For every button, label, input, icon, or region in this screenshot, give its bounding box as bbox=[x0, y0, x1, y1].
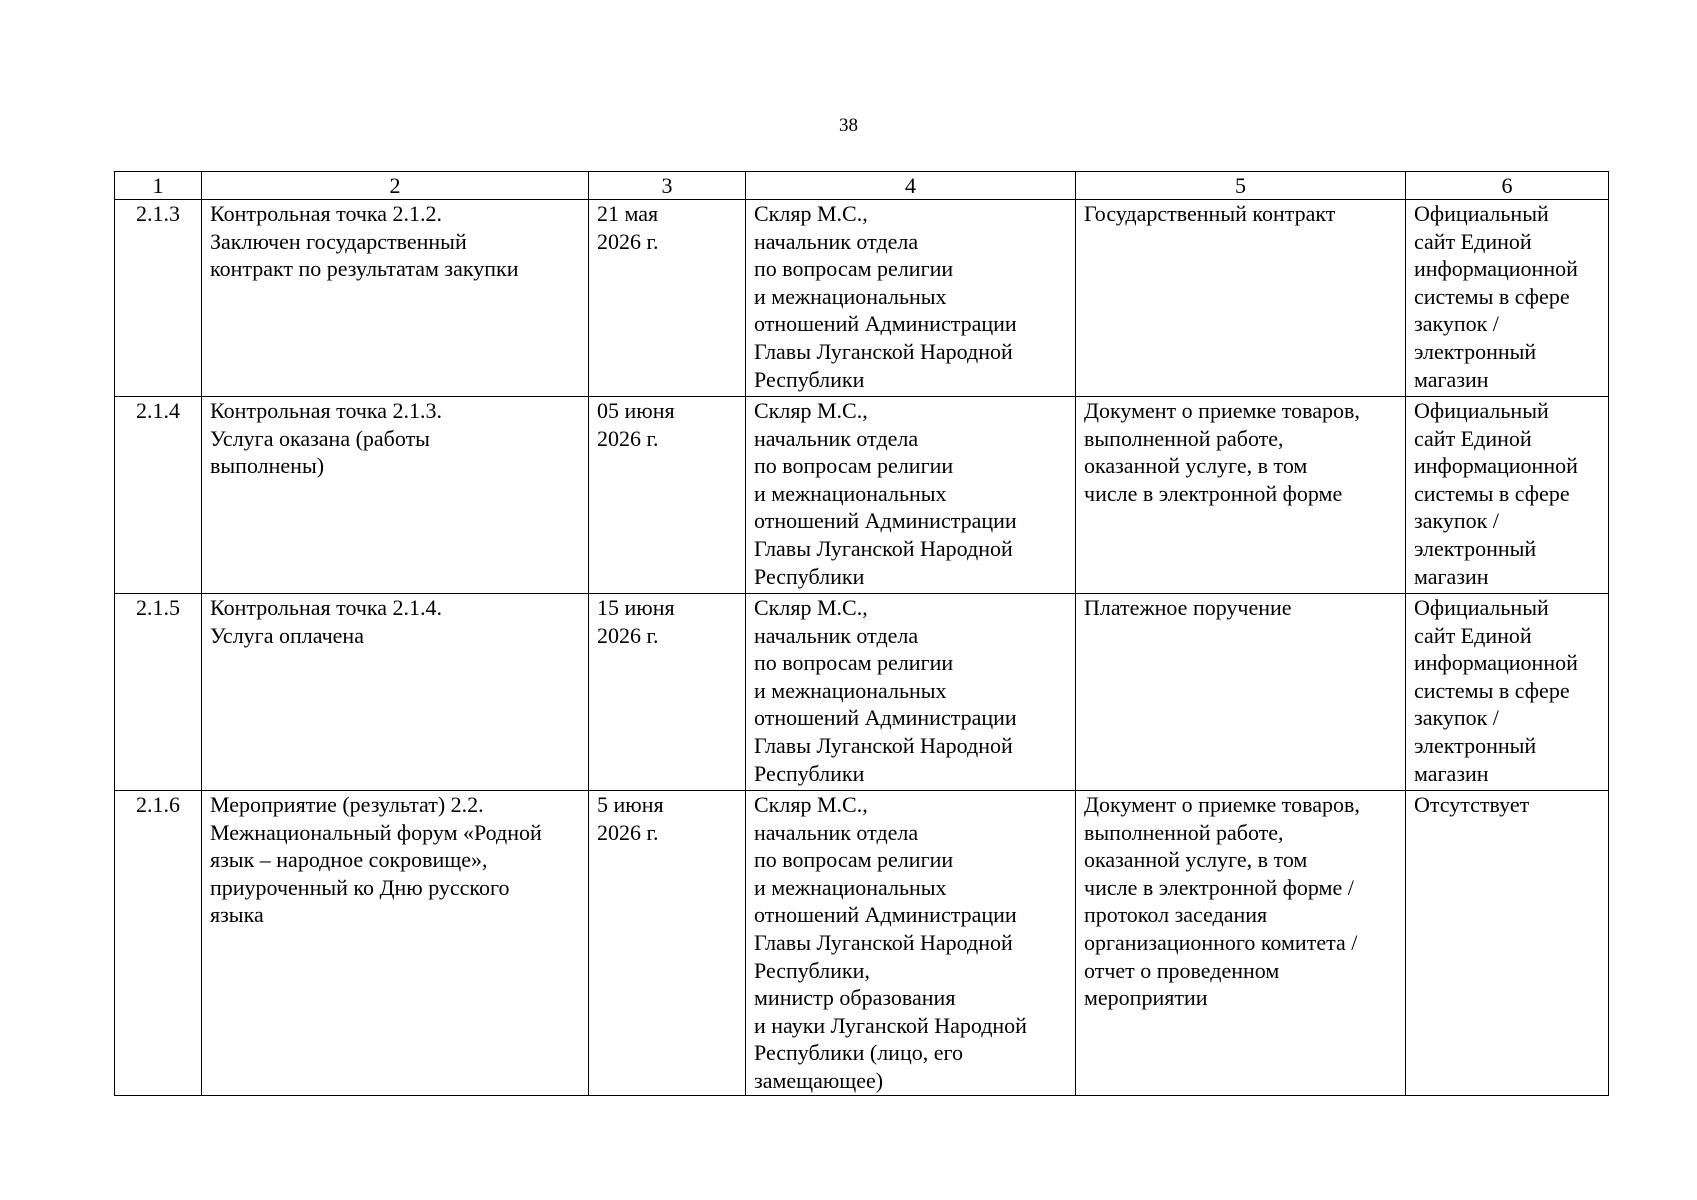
document-cell: Государственный контракт bbox=[1076, 200, 1406, 397]
document-cell: Документ о приемке товаров, выполненной работе, оказанной услуге, в том числе в электронной форме bbox=[1076, 397, 1406, 594]
table-row bbox=[115, 200, 1609, 397]
date-cell: 5 июня 2026 г. bbox=[589, 791, 746, 1096]
column-header-2: 2 bbox=[202, 172, 589, 200]
row-number: 2.1.6 bbox=[115, 791, 202, 1096]
event-cell: Контрольная точка 2.1.2. Заключен государственный контракт по результатам закупки bbox=[202, 200, 589, 397]
column-header-1: 1 bbox=[115, 172, 202, 200]
document-cell: Документ о приемке товаров, выполненной работе, оказанной услуге, в том числе в электронной форме / протокол заседания организационного комитета / отчет о проведенном мероприятии bbox=[1076, 791, 1406, 1096]
document-cell: Платежное поручение bbox=[1076, 594, 1406, 791]
responsible-cell: Скляр М.С., начальник отдела по вопросам религии и межнациональных отношений Администрации Главы Луганской Народной Республики bbox=[746, 200, 1076, 397]
event-cell: Контрольная точка 2.1.3. Услуга оказана (работы выполнены) bbox=[202, 397, 589, 594]
system-cell: Отсутствует bbox=[1406, 791, 1609, 1096]
column-header-6: 6 bbox=[1406, 172, 1609, 200]
table-row bbox=[115, 594, 1609, 791]
plan-table bbox=[114, 171, 1609, 1096]
system-cell: Официальный сайт Единой информационной системы в сфере закупок / электронный магазин bbox=[1406, 594, 1609, 791]
table-row bbox=[115, 397, 1609, 594]
responsible-cell: Скляр М.С., начальник отдела по вопросам религии и межнациональных отношений Администрации Главы Луганской Народной Республики bbox=[746, 397, 1076, 594]
column-header-5: 5 bbox=[1076, 172, 1406, 200]
date-cell: 05 июня 2026 г. bbox=[589, 397, 746, 594]
system-cell: Официальный сайт Единой информационной системы в сфере закупок / электронный магазин bbox=[1406, 200, 1609, 397]
responsible-cell: Скляр М.С., начальник отдела по вопросам религии и межнациональных отношений Администрации Главы Луганской Народной Республики, министр образования и науки Луганской Народной Республики (лицо, его замещающее) bbox=[746, 791, 1076, 1096]
system-cell: Официальный сайт Единой информационной системы в сфере закупок / электронный магазин bbox=[1406, 397, 1609, 594]
event-cell: Контрольная точка 2.1.4. Услуга оплачена bbox=[202, 594, 589, 791]
row-number: 2.1.5 bbox=[115, 594, 202, 791]
column-header-4: 4 bbox=[746, 172, 1076, 200]
date-cell: 21 мая 2026 г. bbox=[589, 200, 746, 397]
page-number: 38 bbox=[839, 115, 858, 136]
row-number: 2.1.3 bbox=[115, 200, 202, 397]
responsible-cell: Скляр М.С., начальник отдела по вопросам религии и межнациональных отношений Администрации Главы Луганской Народной Республики bbox=[746, 594, 1076, 791]
table-header-row bbox=[115, 172, 1609, 200]
row-number: 2.1.4 bbox=[115, 397, 202, 594]
date-cell: 15 июня 2026 г. bbox=[589, 594, 746, 791]
table-row bbox=[115, 791, 1609, 1096]
column-header-3: 3 bbox=[589, 172, 746, 200]
event-cell: Мероприятие (результат) 2.2. Межнациональный форум «Родной язык – народное сокровище», приуроченный ко Дню русского языка bbox=[202, 791, 589, 1096]
